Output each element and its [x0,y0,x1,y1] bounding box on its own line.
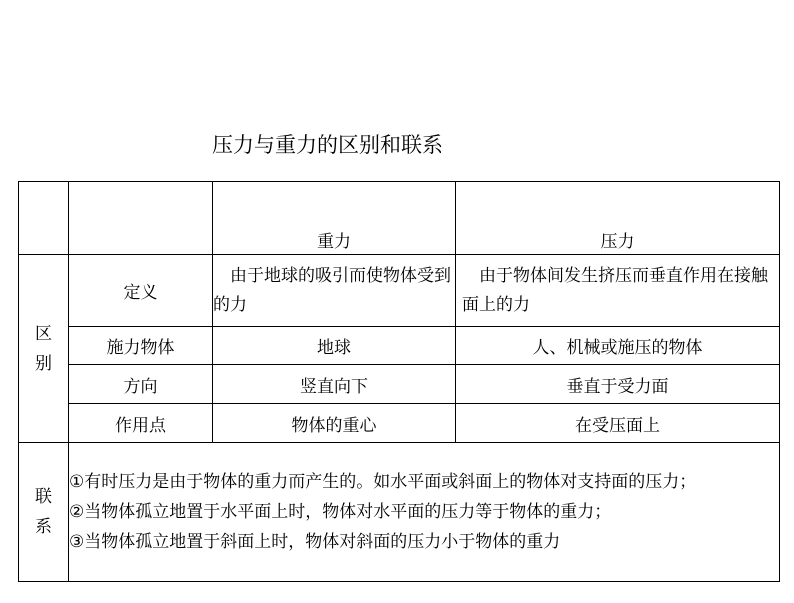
corner-cell-left [19,182,69,255]
link-content [69,443,780,582]
pressure-cell: 垂直于受力面 [456,365,780,404]
link-item: ②当物体孤立地置于水平面上时，物体对水平面的压力等于物体的重力； [69,502,612,522]
header-pressure: 压力 [456,182,780,255]
link-item: ③当物体孤立地置于斜面上时，物体对斜面的压力小于物体的重力 [69,532,561,552]
comparison-table [18,181,780,582]
row-label: 施力物体 [69,327,213,365]
link-item: ①有时压力是由于物体的重力而产生的。如水平面或斜面上的物体对支持面的压力； [69,472,697,492]
diff-label [19,255,69,443]
pressure-cell: 人、机械或施压的物体 [456,327,780,365]
diff-label-char: 区 [35,323,52,344]
gravity-cell: 物体的重心 [213,404,456,443]
row-label: 作用点 [69,404,213,443]
table-row [19,404,780,443]
header-row [19,182,780,255]
row-label: 方向 [69,365,213,404]
link-label-char: 联 [35,487,52,507]
corner-cell-right [69,182,213,255]
diff-label-char: 别 [35,353,52,374]
header-gravity: 重力 [213,182,456,255]
pressure-cell: 在受压面上 [456,404,780,443]
link-label [19,443,69,582]
page-title: 压力与重力的区别和联系 [212,133,443,157]
gravity-definition: 由于地球的吸引而使物体受到的力 [213,255,456,327]
gravity-cell: 竖直向下 [213,365,456,404]
row-label: 定义 [69,255,213,327]
table-row [19,327,780,365]
table-row [19,255,780,327]
pressure-definition: 由于物体间发生挤压而垂直作用在接触面上的力 [456,255,780,327]
link-row [19,443,780,582]
table-row [19,365,780,404]
link-label-char: 系 [35,517,52,537]
gravity-cell: 地球 [213,327,456,365]
